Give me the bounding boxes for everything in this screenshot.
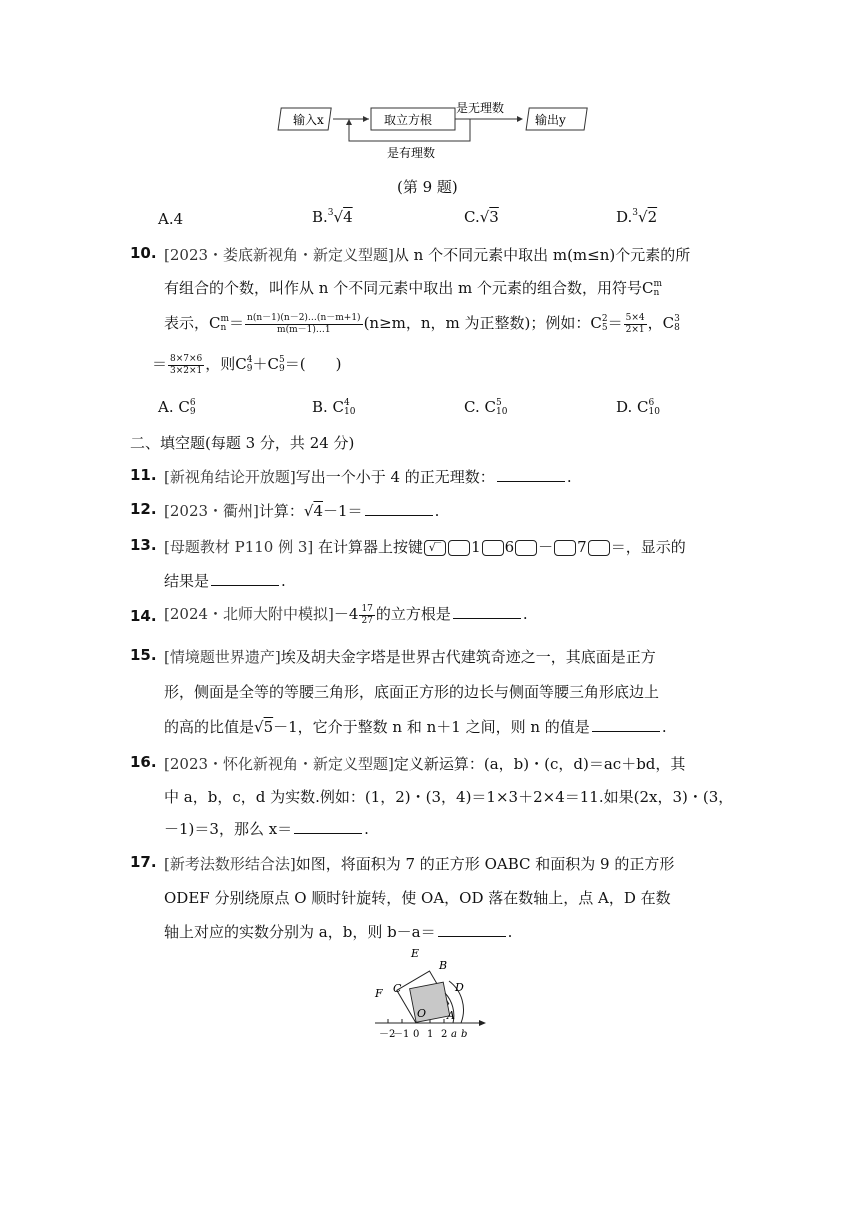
answer-blank [592, 730, 660, 732]
tick-label: 0 [413, 1029, 420, 1040]
sqrt-key-icon: √‾ [424, 540, 446, 556]
label-D: D [455, 981, 464, 994]
q17-line2: ODEF 分别绕原点 O 顺时针旋转，使 OA，OD 落在数轴上，点 A，D 在数 [164, 889, 671, 907]
label-O: O [417, 1007, 427, 1020]
answer-blank [294, 832, 362, 834]
q12-number: 12. [130, 500, 157, 518]
blank-key-icon [448, 540, 470, 556]
q17-number: 17. [130, 853, 157, 871]
q15-number: 15. [130, 646, 157, 664]
q9-option-a: A.4 [158, 210, 184, 228]
q15-line3: 的高的比值是√5－1，它介于整数 n 和 n＋1 之间，则 n 的值是 . [164, 718, 667, 736]
label-B: B [439, 959, 448, 972]
tick-label: b [461, 1029, 468, 1040]
q13-line2: 结果是 . [164, 572, 286, 590]
figure-17-number-line [365, 945, 495, 1045]
q17-line1: [新考法数形结合法]如图，将面积为 7 的正方形 OABC 和面积为 9 的正方形 [164, 855, 675, 873]
q10-option-c: C. C 5 10 [464, 398, 508, 417]
flow-irrational: 是无理数 [456, 101, 505, 115]
q16-line2: 中 a，b，c，d 为实数.例如：(1，2)・(3，4)＝1×3＋2×4＝11.如果(2x，3)・(3， [164, 788, 734, 806]
flow-process: 取立方根 [384, 113, 433, 127]
blank-key-icon [554, 540, 576, 556]
q16-number: 16. [130, 753, 157, 771]
answer-blank [365, 514, 433, 516]
label-E: E [411, 947, 420, 960]
q15-line2: 形，侧面是全等的等腰三角形，底面正方形的边长与侧面等腰三角形底边上 [164, 683, 660, 701]
q17-line3: 轴上对应的实数分别为 a，b，则 b－a＝ . [164, 923, 513, 941]
tick-label: a [451, 1029, 457, 1040]
flow-rational: 是有理数 [387, 146, 436, 160]
q10-option-d: D. C 6 10 [616, 398, 660, 417]
q13-number: 13. [130, 536, 157, 554]
blank-key-icon [588, 540, 610, 556]
blank-key-icon [482, 540, 504, 556]
label-F: F [375, 987, 383, 1000]
q15-line1: [情境题世界遗产]埃及胡夫金字塔是世界古代建筑奇迹之一，其底面是正方 [164, 648, 656, 666]
q10-line2: 有组合的个数，叫作从 n 个不同元素中取出 m 个元素的组合数，用符号C m n [164, 279, 662, 298]
answer-blank [438, 935, 506, 937]
q11-number: 11. [130, 466, 157, 484]
answer-blank [211, 584, 279, 586]
q13-line1: [母题教材 P110 例 3] 在计算器上按键 √‾ 1 6 － 7 ＝，显示的 [164, 538, 686, 556]
q10-option-a: A. C 6 9 [158, 398, 196, 417]
q9-option-b: B.$^3$√4 [312, 208, 353, 226]
flow-input: 输入x [293, 113, 324, 127]
answer-blank [497, 480, 565, 482]
tick-label: 1 [427, 1029, 434, 1040]
q16-line1: [2023・怀化新视角・新定义型题]定义新运算：(a，b)・(c，d)＝ac＋bd，其 [164, 755, 686, 773]
section-2-heading: 二、填空题(每题 3 分，共 24 分) [130, 434, 355, 452]
tick-label: 2 [441, 1029, 448, 1040]
flow-output: 输出y [535, 113, 566, 127]
q10-option-b: B. C 4 10 [312, 398, 356, 417]
blank-key-icon [515, 540, 537, 556]
label-C: C [393, 982, 402, 995]
tick-label: －2 [379, 1029, 396, 1040]
q10-line3: 表示，C m n ＝ $\frac{n(n-1)(n-2)\dots(n-m+1)}{m(m-1)\dots 1}$ (n≥m，n，m 为正整数)；例如：C 2 5 ＝ $\frac{5\times 4}{2\times 1}$ ，C 3 8 [164, 312, 680, 335]
q9-option-d: D.$^3$√2 [616, 208, 658, 226]
q10-number: 10. [130, 244, 157, 262]
figure-9-caption: (第 9 题) [397, 178, 458, 196]
q11-text: [新视角结论开放题]写出一个小于 4 的正无理数： . [164, 468, 572, 486]
flowchart [275, 95, 595, 170]
q9-option-c: C.√3 [464, 208, 499, 226]
answer-blank [453, 617, 521, 619]
q10-line4: ＝ $\frac{8\times 7\times 6}{3\times 2\times 1}$ ，则C 4 9 ＋C 5 9 ＝( ) [152, 353, 342, 376]
q10-line1: [2023・娄底新视角・新定义型题]从 n 个不同元素中取出 m(m≤n)个元素的所 [164, 246, 691, 264]
label-A: A [447, 1009, 455, 1022]
q16-line3: －1)＝3，那么 x＝ . [164, 820, 369, 838]
q14-text: [2024・北师大附中模拟]－4 $\frac{17}{27}$ 的立方根是 . [164, 603, 528, 626]
q12-text: [2023・衢州]计算：√4－1＝ . [164, 502, 440, 520]
tick-label: －1 [393, 1029, 410, 1040]
q14-number: 14. [130, 607, 157, 625]
